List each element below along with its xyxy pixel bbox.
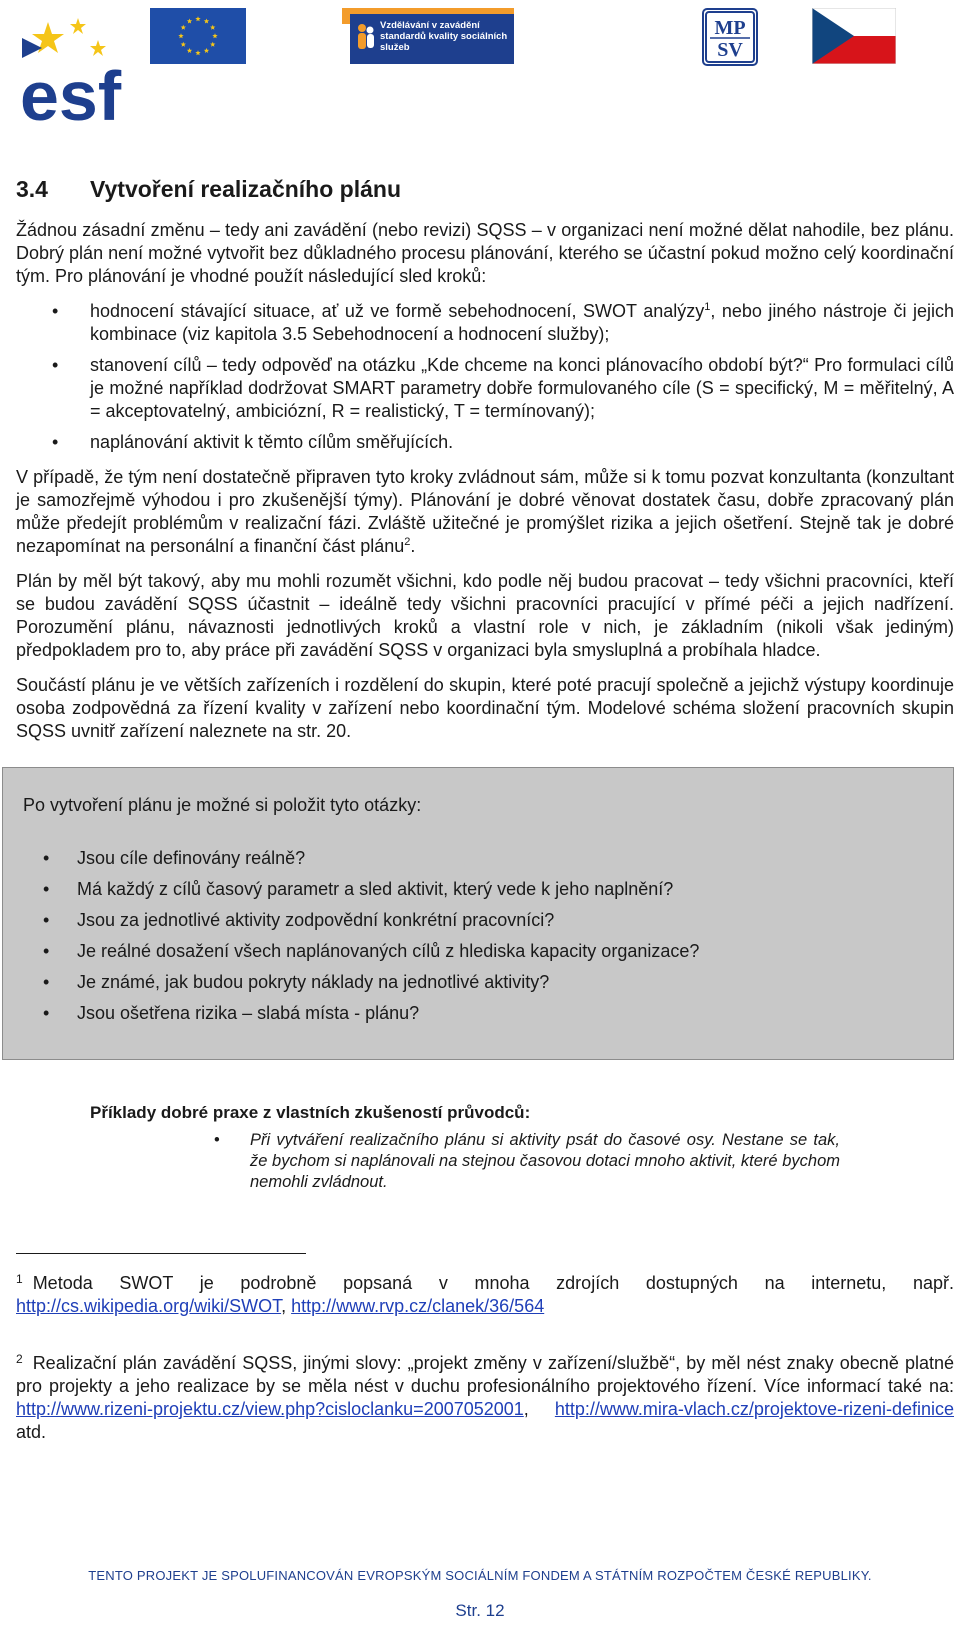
footnote-2: $^2$ Realizační plán zavádění SQSS, jinými slovy: „projekt změny v zařízení/službě“, by měl nést znaky obecně platné pro projekty a jeho realizace by se měla nést v duchu profesionálního projektového řízení. Více informací také na: http://www.rizeni-projektu.cz/view.php?cisloclanku=2007052001, http://www.mira-vlach.cz/projektove-rizeni-definice atd. — [16, 1352, 954, 1442]
footnote-mark: 1 — [16, 1272, 23, 1286]
page-header — [0, 0, 960, 135]
footnote-ref[interactable]: 2 — [404, 536, 411, 548]
mpsv-logo-icon — [702, 8, 758, 66]
page-number: Str. 12 — [455, 1601, 505, 1620]
paragraph-groups: Součástí plánu je ve větších zařízeních i rozdělení do skupin, které poté pracují společně a jejichž výstupy koordinuje osoba zodpovědná za řízení kvality v zařízení nebo koordinační tým. Modelové schéma složení pracovních skupin SQSS uvnitř zařízení naleznete na str. 20. — [16, 675, 954, 741]
link-rizeni-projektu[interactable]: http://www.rizeni-projektu.cz/view.php?cisloclanku=2007052001 — [16, 1399, 524, 1419]
funding-footer: TENTO PROJEKT JE SPOLUFINANCOVÁN EVROPSKÝM SOCIÁLNÍM FONDEM A STÁTNÍM ROZPOČTEM ČESKÉ REPUBLIKY. — [88, 1568, 872, 1583]
paragraph-understanding: Plán by měl být takový, aby mu mohli rozumět všichni, kdo podle něj budou pracovat – tedy všichni pracovníci, kteří se budou zavádění SQSS účastnit – ideálně tedy všichni pracovníci pracující v přímé péči a jejich nadřízení. Porozumění plánu, návaznosti jednotlivých kroků a vlastní role v nich, je základním (nikoli však jediným) předpokladem pro to, aby práce při zavádění SQSS v organizaci byla smysluplná a probíhala hladce. — [16, 571, 954, 660]
section-title: Vytvoření realizačního plánu — [90, 176, 402, 202]
svg-text:SV: SV — [717, 39, 743, 61]
list-item: • Je známé, jak budou pokryty náklady na jednotlivé aktivity? — [3, 971, 953, 994]
example-text: • Při vytváření realizačního plánu si aktivity psát do časové osy. Nestane se tak, že bychom si naplánovali na stejnou časovou dotaci mnoho aktivit, které bychom nemohli zvládnout. — [90, 1130, 840, 1193]
section-heading — [16, 178, 954, 201]
eu-flag-icon — [150, 8, 246, 64]
footnote-1: $^1$ Metoda SWOT je podrobně popsaná v mnoha zdrojích dostupných na internetu, např. http://cs.wikipedia.org/wiki/SWOT, http://www.rvp.cz/clanek/36/564 — [16, 1272, 954, 1316]
svg-text:MP: MP — [714, 17, 746, 39]
people-icon — [356, 22, 376, 52]
project-logo-text: Vzdělávání v zavádění standardů kvality sociálních služeb — [380, 20, 508, 53]
czech-flag-icon — [812, 8, 896, 64]
list-item: • Jsou cíle definovány reálně? — [3, 847, 953, 870]
paragraph-consultant: V případě, že tým není dostatečně připraven tyto kroky zvládnout sám, může si k tomu pozvat konzultanta (konzultant je samozřejmě výhodou i pro zkušenější týmy). Plánování je dobré věnovat dostatek času, dobře zpracovaný plán může předejít problémům v realizační fázi. Zvláště užitečné je promýšlet rizika a jejich ošetření. Stejně tak je dobré nezapomínat na personální a finanční část plánu$^2$. — [16, 467, 954, 556]
list-item: • Je reálné dosažení všech naplánovaných cílů z hlediska kapacity organizace? — [3, 940, 953, 963]
footnote-mark: 2 — [16, 1352, 23, 1366]
main-content — [16, 178, 954, 1444]
list-item: • hodnocení stávající situace, ať už ve formě sebehodnocení, SWOT analýzy$^1$, nebo jiného nástroje či jejich kombinace (viz kapitola 3.5 Sebehodnocení a hodnocení služby); — [16, 300, 954, 346]
list-item: • stanovení cílů – tedy odpověď na otázku „Kde chceme na konci plánovacího období být?“ Pro formulaci cílů je možné například dodržovat SMART parametry dobře formulovaného cíle (S = specifický, M = měřitelný, A = akceptovatelný, ambiciózní, R = realistický, T = termínovaný); — [16, 354, 954, 423]
steps-list — [16, 300, 954, 454]
link-wikipedia-swot[interactable]: http://cs.wikipedia.org/wiki/SWOT — [16, 1296, 282, 1316]
example-title: Příklady dobré praxe z vlastních zkušeností průvodců: — [90, 1103, 531, 1122]
link-rvp[interactable]: http://www.rvp.cz/clanek/36/564 — [291, 1296, 545, 1316]
questions-box — [2, 767, 954, 1060]
esf-logo-text: esf — [20, 57, 122, 124]
footnote-divider — [16, 1253, 306, 1254]
link-mira-vlach[interactable]: http://www.mira-vlach.cz/projektove-rizeni-definice — [554, 1399, 954, 1419]
list-item: • Má každý z cílů časový parametr a sled aktivit, který vede k jeho naplnění? — [3, 878, 953, 901]
intro-paragraph: Žádnou zásadní změnu – tedy ani zavádění (nebo revizi) SQSS – v organizaci není možné dělat nahodile, bez plánu. Dobrý plán není možné vytvořit bez důkladného procesu plánování, kterého se účastní pokud možno celý koordinační tým. Pro plánování je vhodné použít následující sled kroků: — [16, 220, 954, 286]
footnote-ref[interactable]: 1 — [704, 301, 711, 313]
questions-list — [3, 847, 953, 1025]
esf-logo-icon — [18, 8, 146, 124]
questions-title: Po vytvoření plánu je možné si položit tyto otázky: — [23, 795, 422, 815]
list-item: • naplánování aktivit k těmto cílům směřujících. — [16, 431, 954, 454]
list-item: • Jsou za jednotlivé aktivity zodpovědní konkrétní pracovníci? — [3, 909, 953, 932]
list-item: • Jsou ošetřena rizika – slabá místa - plánu? — [3, 1002, 953, 1025]
project-logo — [342, 8, 514, 70]
good-practice-example — [90, 1102, 840, 1193]
section-number: 3.4 — [16, 176, 48, 202]
